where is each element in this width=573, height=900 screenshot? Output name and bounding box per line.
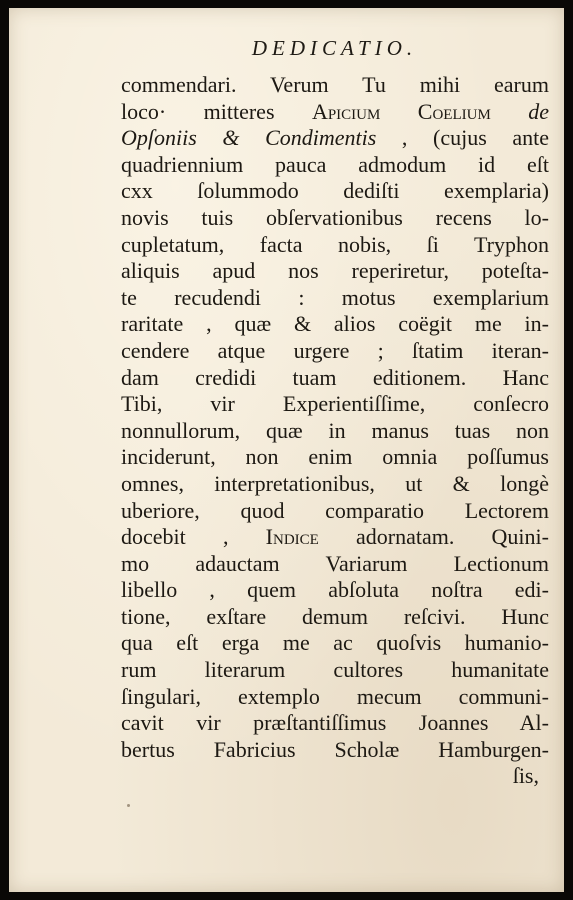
text-segment: aliquis apud nos reperiretur, poteſta-	[121, 258, 549, 284]
text-segment: ſingulari, extemplo mecum communi-	[121, 683, 549, 709]
body-text	[121, 72, 549, 790]
text-line	[121, 630, 549, 657]
text-line	[121, 551, 549, 578]
text-segment: qua eſt erga me ac quoſvis humanio-	[121, 630, 549, 656]
italic-text: Opſoniis & Condimentis	[121, 125, 377, 151]
text-line	[121, 471, 549, 498]
text-line	[121, 125, 549, 152]
text-segment: tione, exſtare demum reſcivi. Hunc	[121, 603, 549, 629]
ink-speck	[127, 804, 130, 807]
text-line	[121, 444, 549, 471]
text-segment: Tibi, vir Experientiſſime, conſecro	[121, 391, 549, 417]
text-segment: cendere atque urgere ; ſtatim iteran-	[121, 337, 549, 363]
italic-text: de	[528, 98, 549, 124]
text-line	[121, 285, 549, 312]
text-line	[121, 152, 549, 179]
small-caps-text: Indice	[265, 524, 319, 550]
text-line	[121, 391, 549, 418]
text-segment: mo adauctam Variarum Lectionum	[121, 550, 549, 576]
text-segment: novis tuis obſervationibus recens lo-	[121, 204, 549, 230]
text-line	[121, 418, 549, 445]
text-line	[121, 205, 549, 232]
text-line	[121, 657, 549, 684]
text-line	[121, 178, 549, 205]
text-line	[121, 737, 549, 764]
text-segment: cxx ſolummodo dediſti exemplaria)	[121, 178, 549, 204]
text-segment: uberiore, quod comparatio Lectorem	[121, 497, 549, 523]
text-line	[121, 604, 549, 631]
text-segment: bertus Fabricius Scholæ Hamburgen-	[121, 736, 549, 762]
text-segment: adornatam. Quini-	[318, 524, 549, 550]
text-segment: quadriennium pauca admodum id eſt	[121, 151, 549, 177]
text-line	[121, 763, 549, 790]
text-line	[121, 577, 549, 604]
text-line	[121, 498, 549, 525]
text-line	[121, 524, 549, 551]
text-segment: inciderunt, non enim omnia poſſumus	[121, 444, 549, 470]
text-segment: libello , quem abſoluta noſtra edi-	[121, 577, 549, 603]
running-head: DEDICATIO.	[251, 36, 418, 60]
text-line	[121, 311, 549, 338]
small-caps-text: Apicium Coelium	[311, 98, 491, 124]
text-line	[121, 72, 549, 99]
text-line	[121, 232, 549, 259]
text-segment: dam credidi tuam editionem. Hanc	[121, 364, 549, 390]
text-segment	[491, 99, 528, 124]
text-segment: cavit vir præſtantiſſimus Joannes Al-	[121, 710, 549, 736]
text-segment: , (cujus ante	[376, 125, 549, 151]
text-segment: ſis,	[512, 763, 539, 789]
text-segment: docebit ,	[121, 524, 266, 550]
text-segment: omnes, interpretationibus, ut & longè	[121, 470, 549, 496]
book-page	[9, 8, 564, 892]
text-segment: nonnullorum, quæ in manus tuas non	[121, 417, 549, 443]
text-segment: loco· mitteres	[121, 98, 312, 124]
text-line	[121, 338, 549, 365]
text-line	[121, 365, 549, 392]
text-segment: rum literarum cultores humanitate	[121, 657, 549, 683]
text-line	[121, 99, 549, 126]
text-line	[121, 258, 549, 285]
text-segment: commendari. Verum Tu mihi earum	[121, 72, 549, 97]
text-segment: te recudendi : motus exemplarium	[121, 284, 549, 310]
text-line	[121, 710, 549, 737]
text-segment: cupletatum, facta nobis, ſi Tryphon	[121, 231, 549, 257]
text-segment: raritate , quæ & alios coëgit me in-	[121, 311, 549, 337]
text-line	[121, 684, 549, 711]
